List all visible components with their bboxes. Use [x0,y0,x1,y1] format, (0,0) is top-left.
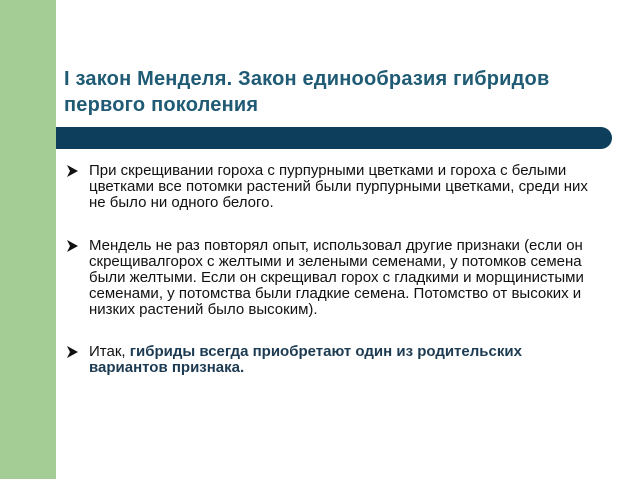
bullet-item [64,344,604,376]
arrow-bullet-icon [66,344,80,360]
bullet-text: При скрещивании гороха с пурпурными цветками и гороха с белыми цветками все потомки растений были пурпурными цветками, среди них не было ни одного белого. [89,162,588,211]
arrow-bullet-icon [66,163,80,179]
bullet-item [64,238,604,318]
arrow-bullet-icon [66,238,80,254]
title-divider-cap [56,127,64,149]
bullet-text: Мендель не раз повторял опыт, использовал другие признаки (если он скрещивалгорох с желтыми и зелеными семенами, у потомков семена были желтыми. Если он скрещивал горох с гладкими и морщинистыми семенами, у потомства были гладкие семена. Потомство от высоких и низких растений было высоким). [89,237,584,318]
bullet-text-bold: гибриды всегда приобретают один из родительских вариантов признака. [89,343,522,376]
bullet-item [64,163,604,211]
bullet-list [64,163,604,376]
slide-title: I закон Менделя. Закон единообразия гибридов первого поколения [64,68,550,116]
title-divider-bar [64,127,612,149]
bullet-text-lead: Итак, [89,343,130,360]
